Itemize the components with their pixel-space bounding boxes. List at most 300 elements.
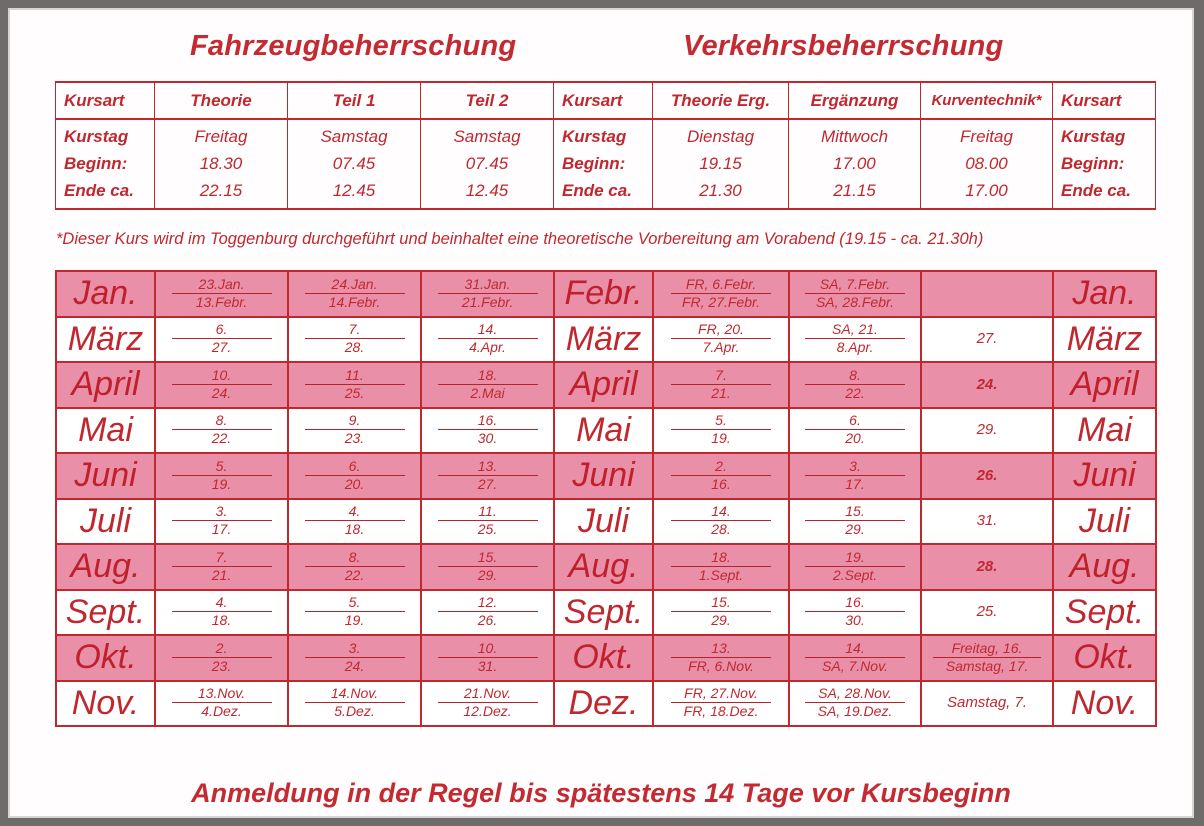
header-teil2: Teil 2 [421, 82, 554, 119]
date-range [671, 549, 771, 584]
month-cell [56, 544, 155, 590]
single-date-cell [921, 362, 1053, 408]
date-range-cell [653, 453, 789, 499]
month-cell [554, 499, 653, 545]
date-range-cell [653, 681, 789, 727]
start-date: 11. [305, 367, 405, 385]
start-date: 8. [172, 412, 272, 430]
start-date: 4. [305, 503, 405, 521]
schedule-row [56, 499, 1156, 545]
month-label: März [565, 319, 642, 358]
date-range [172, 594, 272, 629]
end-date: 20. [344, 475, 365, 492]
month-label: Aug. [568, 547, 639, 586]
month-cell [554, 544, 653, 590]
month-label: Sept. [563, 592, 644, 631]
end-date: 30. [845, 612, 865, 629]
date-range-cell [288, 453, 421, 499]
start-date: 31.Jan. [438, 276, 538, 294]
month-label: Mai [78, 410, 133, 449]
end-date: 29. [711, 612, 731, 629]
date-range [172, 458, 272, 493]
date-range [671, 594, 771, 629]
end-date: 27. [477, 475, 498, 492]
end-date: 31. [477, 657, 498, 674]
single-date-cell [921, 499, 1053, 545]
date-range-cell [288, 544, 421, 590]
course-schedule-sheet [8, 8, 1194, 818]
start-date: 2. [172, 640, 272, 658]
start-date: 23.Jan. [172, 276, 272, 294]
single-date: 24. [976, 375, 998, 393]
end-date: 1.Sept. [698, 566, 744, 583]
label-kurstag: Kurstag [64, 127, 129, 146]
date-range [805, 685, 905, 720]
end-date: 17. [211, 521, 232, 538]
start-date: 8. [805, 367, 905, 385]
month-label: Juni [74, 456, 137, 495]
theorie-start: 18.30 [199, 154, 243, 173]
month-cell [1053, 544, 1156, 590]
date-range [805, 367, 905, 402]
month-cell [1053, 271, 1156, 317]
end-date: 21.Febr. [461, 293, 514, 310]
date-range-cell [288, 317, 421, 363]
month-label: Okt. [74, 638, 137, 677]
end-date: 19. [211, 475, 232, 492]
month-label: Juli [577, 501, 630, 540]
start-date: 6. [805, 412, 905, 430]
date-range-cell [421, 453, 554, 499]
month-cell [1053, 408, 1156, 454]
month-cell [554, 453, 653, 499]
month-label: Jan. [73, 274, 138, 313]
end-date: 29. [477, 566, 498, 583]
end-date: Samstag, 17. [945, 657, 1029, 674]
month-cell [1053, 590, 1156, 636]
theorie-erg-day: Dienstag [686, 127, 755, 146]
date-range [671, 412, 771, 447]
label-beginn: Beginn: [562, 154, 626, 173]
date-range [805, 321, 905, 356]
month-label: Nov. [1070, 683, 1139, 722]
date-range-cell [288, 362, 421, 408]
single-date-cell [921, 317, 1053, 363]
date-range [438, 458, 538, 493]
date-range [172, 276, 272, 311]
month-cell [554, 271, 653, 317]
date-range [305, 412, 405, 447]
month-cell [554, 681, 653, 727]
single-date: 25. [976, 603, 998, 621]
date-range [438, 594, 538, 629]
kurventechnik-day: Freitag [960, 127, 1013, 146]
kurventechnik-times [921, 119, 1053, 209]
date-range-cell [288, 635, 421, 681]
registration-footer: Anmeldung in der Regel bis spätestens 14 Tage vor Kursbeginn [191, 778, 1011, 808]
month-label: Sept. [1064, 592, 1145, 631]
header-kurventechnik: Kurventechnik* [921, 82, 1053, 119]
month-label: Okt. [572, 638, 635, 677]
date-range-cell [653, 408, 789, 454]
date-range [172, 412, 272, 447]
start-date: 16. [805, 594, 905, 612]
end-date: FR, 27.Febr. [681, 293, 761, 310]
date-range [438, 412, 538, 447]
start-date: 4. [172, 594, 272, 612]
start-date: Freitag, 16. [933, 640, 1041, 658]
start-date: 24.Jan. [305, 276, 405, 294]
single-date: 28. [976, 557, 998, 575]
single-date-cell [921, 271, 1053, 317]
row-labels-3 [1053, 119, 1156, 209]
date-range [805, 549, 905, 584]
start-date: 11. [438, 503, 538, 521]
schedule-row [56, 635, 1156, 681]
date-range [305, 685, 405, 720]
header-kursart-2: Kursart [554, 82, 653, 119]
start-date: FR, 20. [671, 321, 771, 339]
header-kursart-3: Kursart [1053, 82, 1156, 119]
end-date: 29. [845, 521, 865, 538]
month-cell [56, 362, 155, 408]
month-cell [56, 271, 155, 317]
month-label: März [67, 319, 144, 358]
start-date: 15. [805, 503, 905, 521]
date-range [305, 640, 405, 675]
end-date: SA, 19.Dez. [817, 703, 893, 720]
teil1-times [288, 119, 421, 209]
end-date: 21. [711, 384, 731, 401]
end-date: 27. [211, 339, 232, 356]
end-date: 14.Febr. [328, 293, 381, 310]
start-date: 6. [172, 321, 272, 339]
end-date: 24. [211, 384, 232, 401]
month-cell [1053, 499, 1156, 545]
month-label: Okt. [1073, 638, 1136, 677]
date-range-cell [421, 271, 554, 317]
kurventechnik-start: 08.00 [965, 154, 1008, 173]
label-ende: Ende ca. [64, 181, 134, 200]
date-range [172, 549, 272, 584]
date-range-cell [653, 271, 789, 317]
month-label: April [569, 365, 638, 404]
end-date: 22. [211, 430, 232, 447]
start-date: FR, 6.Febr. [671, 276, 771, 294]
date-range [805, 503, 905, 538]
date-range [172, 640, 272, 675]
month-label: Juli [1078, 501, 1131, 540]
end-date: 7.Apr. [702, 339, 740, 356]
date-range [805, 276, 905, 311]
theorie-times [155, 119, 288, 209]
date-range-cell [789, 453, 921, 499]
end-date: 16. [711, 475, 731, 492]
date-range [671, 458, 771, 493]
month-label: März [1066, 319, 1143, 358]
month-cell [554, 362, 653, 408]
date-range-cell [653, 544, 789, 590]
date-range-cell [288, 590, 421, 636]
end-date: 20. [845, 430, 865, 447]
header-teil1: Teil 1 [288, 82, 421, 119]
start-date: 3. [805, 458, 905, 476]
date-range [671, 685, 771, 720]
start-date: 7. [305, 321, 405, 339]
month-cell [1053, 362, 1156, 408]
date-range-cell [155, 499, 288, 545]
teil1-end: 12.45 [332, 181, 376, 200]
start-date: 10. [438, 640, 538, 658]
schedule-row [56, 590, 1156, 636]
month-label: April [71, 365, 140, 404]
date-range-cell [789, 317, 921, 363]
start-date: 18. [438, 367, 538, 385]
header-theorie: Theorie [155, 82, 288, 119]
date-range [805, 412, 905, 447]
kurventechnik-end: 17.00 [965, 181, 1008, 200]
start-date: FR, 27.Nov. [671, 685, 771, 703]
date-range-cell [653, 317, 789, 363]
schedule-table [55, 270, 1157, 727]
end-date: 26. [477, 612, 498, 629]
date-range [671, 503, 771, 538]
start-date: SA, 28.Nov. [805, 685, 905, 703]
date-range-cell [155, 408, 288, 454]
date-range [438, 640, 538, 675]
date-range-cell [288, 408, 421, 454]
date-range [305, 367, 405, 402]
single-date: Samstag, 7. [946, 694, 1028, 712]
month-label: Juni [572, 456, 635, 495]
date-range [438, 367, 538, 402]
date-range-cell [155, 590, 288, 636]
single-date: 31. [976, 512, 998, 530]
month-cell [554, 408, 653, 454]
start-date: 19. [805, 549, 905, 567]
start-date: 13. [438, 458, 538, 476]
teil2-end: 12.45 [465, 181, 509, 200]
date-range-cell [653, 362, 789, 408]
label-beginn: Beginn: [1061, 154, 1125, 173]
label-ende: Ende ca. [1061, 181, 1131, 200]
month-label: Mai [576, 410, 631, 449]
end-date: 22. [845, 384, 865, 401]
date-range [305, 321, 405, 356]
end-date: 21. [211, 566, 232, 583]
end-date: 17. [845, 475, 865, 492]
info-header-row [56, 82, 1156, 119]
end-date: 2.Sept. [832, 566, 878, 583]
date-range-cell [155, 362, 288, 408]
row-labels-1 [56, 119, 155, 209]
month-label: Febr. [564, 274, 643, 313]
end-date: 18. [211, 612, 232, 629]
theorie-end: 22.15 [199, 181, 243, 200]
date-range [438, 276, 538, 311]
teil2-day: Samstag [453, 127, 521, 146]
end-date: SA, 7.Nov. [822, 657, 888, 674]
date-range-cell [288, 499, 421, 545]
date-range [305, 549, 405, 584]
end-date: 2.Mai [470, 384, 505, 401]
end-date: 19. [711, 430, 731, 447]
date-range [671, 640, 771, 675]
date-range [805, 458, 905, 493]
month-cell [1053, 635, 1156, 681]
month-cell [554, 590, 653, 636]
end-date: 19. [344, 612, 365, 629]
month-cell [554, 635, 653, 681]
label-kurstag: Kurstag [1061, 127, 1126, 146]
end-date: FR, 6.Nov. [688, 657, 754, 674]
end-date: 25. [477, 521, 498, 538]
schedule-row [56, 408, 1156, 454]
start-date: 7. [671, 367, 771, 385]
end-date: 25. [344, 384, 365, 401]
date-range-cell [288, 271, 421, 317]
start-date: 15. [671, 594, 771, 612]
month-label: Jan. [1072, 274, 1137, 313]
date-range-cell [421, 590, 554, 636]
end-date: 30. [477, 430, 498, 447]
theorie-erg-end: 21.30 [699, 181, 742, 200]
month-cell [56, 453, 155, 499]
label-beginn: Beginn: [64, 154, 128, 173]
date-range-cell [789, 408, 921, 454]
date-range-cell [653, 499, 789, 545]
date-range-cell [421, 499, 554, 545]
date-range [438, 321, 538, 356]
end-date: 18. [344, 521, 365, 538]
ergaenzung-day: Mittwoch [820, 127, 889, 146]
start-date: 10. [172, 367, 272, 385]
schedule-row [56, 544, 1156, 590]
date-range-cell [789, 499, 921, 545]
start-date: 2. [671, 458, 771, 476]
end-date: 5.Dez. [334, 703, 375, 720]
start-date: 7. [172, 549, 272, 567]
date-range [172, 321, 272, 356]
end-date: 4.Apr. [469, 339, 506, 356]
kurventechnik-footnote: *Dieser Kurs wird im Toggenburg durchgeführt und beinhaltet eine theoretische Vorbereitung am Vorabend (19.15 - ca. 21.30h) [56, 230, 984, 248]
date-range-cell [421, 681, 554, 727]
end-date: 24. [344, 657, 365, 674]
end-date: 12.Dez. [463, 703, 512, 720]
start-date: 18. [671, 549, 771, 567]
course-info-table [55, 81, 1156, 210]
ergaenzung-end: 21.15 [833, 181, 876, 200]
theorie-erg-times [653, 119, 789, 209]
date-range [172, 503, 272, 538]
row-labels-2 [554, 119, 653, 209]
info-body-row [56, 119, 1156, 209]
start-date: 8. [305, 549, 405, 567]
start-date: 15. [438, 549, 538, 567]
label-ende: Ende ca. [562, 181, 632, 200]
single-date-cell [921, 408, 1053, 454]
month-cell [56, 590, 155, 636]
end-date: FR, 18.Dez. [683, 703, 759, 720]
theorie-day: Freitag [194, 127, 248, 146]
teil1-start: 07.45 [332, 154, 376, 173]
end-date: 8.Apr. [836, 339, 874, 356]
start-date: 14.Nov. [305, 685, 405, 703]
date-range-cell [789, 681, 921, 727]
date-range [172, 367, 272, 402]
date-range-cell [789, 635, 921, 681]
header-theorie-erg: Theorie Erg. [653, 82, 789, 119]
date-range [172, 685, 272, 720]
start-date: SA, 21. [805, 321, 905, 339]
start-date: 13. [671, 640, 771, 658]
teil1-day: Samstag [320, 127, 388, 146]
end-date: 28. [711, 521, 731, 538]
heading-verkehrsbeherrschung: Verkehrsbeherrschung [683, 30, 1004, 62]
month-label: Juli [79, 501, 132, 540]
start-date: 3. [172, 503, 272, 521]
date-range [305, 594, 405, 629]
month-cell [56, 681, 155, 727]
end-date: 23. [344, 430, 365, 447]
end-date: 4.Dez. [201, 703, 242, 720]
date-range-cell [155, 544, 288, 590]
start-date: 21.Nov. [438, 685, 538, 703]
date-range-cell [653, 590, 789, 636]
month-label: Dez. [568, 683, 639, 722]
date-range [438, 503, 538, 538]
date-range [438, 685, 538, 720]
date-range-cell [789, 590, 921, 636]
month-cell [1053, 681, 1156, 727]
schedule-row [56, 453, 1156, 499]
date-range [805, 640, 905, 675]
date-range-cell [789, 271, 921, 317]
start-date: 5. [305, 594, 405, 612]
month-label: Sept. [65, 592, 146, 631]
schedule-row [56, 271, 1156, 317]
month-cell [56, 317, 155, 363]
end-date: 22. [344, 566, 365, 583]
date-range-cell [789, 544, 921, 590]
single-date-cell [921, 590, 1053, 636]
single-date: 29. [976, 421, 998, 439]
date-range [805, 594, 905, 629]
month-label: Nov. [71, 683, 140, 722]
date-range [671, 367, 771, 402]
month-label: April [1070, 365, 1139, 404]
ergaenzung-times [789, 119, 921, 209]
date-range-cell [155, 681, 288, 727]
date-range [671, 321, 771, 356]
header-ergaenzung: Ergänzung [789, 82, 921, 119]
month-label: Aug. [70, 547, 141, 586]
date-range [305, 276, 405, 311]
date-range-cell [421, 362, 554, 408]
heading-fahrzeugbeherrschung: Fahrzeugbeherrschung [190, 30, 517, 62]
month-label: Mai [1077, 410, 1132, 449]
start-date: 5. [172, 458, 272, 476]
date-range-cell [421, 635, 554, 681]
start-date: 16. [438, 412, 538, 430]
single-date: 26. [976, 466, 998, 484]
date-range [438, 549, 538, 584]
date-range-cell [155, 317, 288, 363]
date-range-cell [421, 317, 554, 363]
date-range [933, 640, 1041, 675]
month-cell [56, 499, 155, 545]
date-range-cell [288, 681, 421, 727]
